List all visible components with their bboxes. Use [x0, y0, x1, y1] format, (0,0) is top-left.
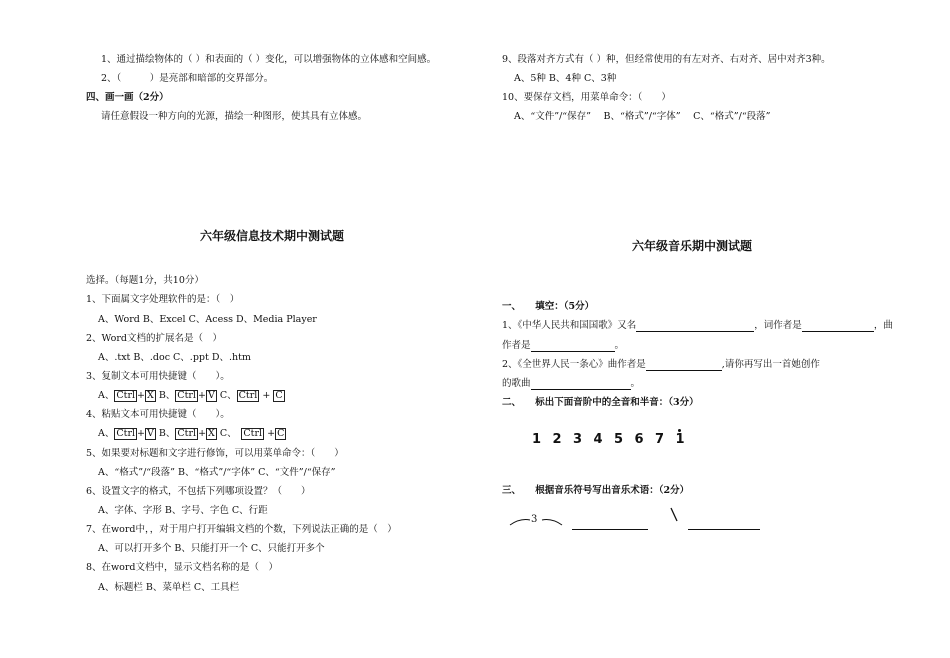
music-q2-text-d: 。 [630, 378, 641, 389]
music-exam-title: 六年级音乐期中测试题 [632, 239, 753, 253]
option-a-label: A、 [98, 428, 115, 439]
music-q1-text-d: 作者是 [502, 340, 531, 351]
it-q8-options: A、标题栏 B、菜单栏 C、工具栏 [98, 582, 240, 593]
plus-sign: + [198, 428, 207, 439]
ctrl-key: Ctrl [116, 428, 136, 439]
it-q3-options [98, 390, 285, 402]
section-4-heading: 四、画一画（2分） [86, 92, 169, 103]
music-q2-text-a: 2、《全世界人民一条心》曲作者是 [502, 359, 646, 370]
c-key: C [277, 428, 285, 439]
blank-line[interactable] [636, 321, 754, 332]
it-q7: 7、在word中，，对于用户打开编辑文档的个数，下列说法正确的是（ ） [86, 524, 397, 535]
option-b-label: B、 [158, 390, 176, 401]
it-q5-options: A、“格式”/“段落” B、“格式”/“字体” C、“文件”/“保存” [98, 467, 336, 478]
scale-notes [532, 432, 696, 447]
triplet-number: 3 [531, 514, 538, 525]
answer-line-1[interactable] [572, 529, 648, 530]
option-c-label: C、 [219, 390, 237, 401]
note-5: 5 [614, 432, 624, 447]
ctrl-key: Ctrl [243, 428, 263, 439]
ctrl-key: Ctrl [116, 390, 136, 401]
x-key: X [147, 390, 154, 401]
music-q1-text-e: 。 [614, 340, 625, 351]
right-q9: 9、段落对齐方式有（ ）种，但经常使用的有左对齐、右对齐、居中对齐3种。 [502, 54, 831, 65]
it-q1-options: A、Word B、Excel C、Acess D、Media Player [98, 314, 317, 325]
note-7: 7 [655, 432, 665, 447]
right-q10: 10、要保存文档，用菜单命令：（ ） [502, 92, 671, 103]
music-q1-text-a: 1、《中华人民共和国国歌》又名 [502, 320, 637, 331]
ctrl-key: Ctrl [238, 390, 258, 401]
it-q2: 2、Word文档的扩展名是（ ） [86, 333, 223, 344]
music-q1-line2 [502, 340, 624, 352]
section-4-text: 请任意假设一种方向的光源，描绘一种图形，使其具有立体感。 [101, 111, 368, 122]
option-a-label: A、 [98, 390, 115, 401]
x-key: X [208, 428, 215, 439]
blank-line[interactable] [531, 341, 615, 352]
c-key: C [275, 390, 283, 401]
note-2: 2 [552, 432, 562, 447]
it-q6: 6、设置文字的格式，不包括下列哪项设置？（ ） [86, 486, 311, 497]
blank-line[interactable] [646, 360, 722, 371]
note-6: 6 [634, 432, 644, 447]
it-q7-options: A、可以打开多个 B、只能打开一个 C、只能打开多个 [98, 543, 325, 554]
ctrl-key: Ctrl [177, 428, 197, 439]
music-q2-line1 [502, 359, 820, 371]
it-q5: 5、如果要对标题和文字进行修饰，可以用菜单命令：（ ） [86, 448, 344, 459]
music-q1-text-b: ，词作者是 [754, 320, 802, 331]
music-section-2: 二、 标出下面音阶中的全音和半音：（3分） [502, 397, 699, 408]
right-q10-options: A、“文件”/“保存” B、“格式”/“字体” C、“格式”/“段落” [514, 111, 771, 122]
v-key: V [207, 390, 215, 401]
music-q2-line2 [502, 378, 640, 390]
it-q2-options: A、.txt B、.doc C、.ppt D、.htm [98, 352, 251, 363]
it-q1: 1、下面属文字处理软件的是：（ ） [86, 294, 240, 305]
option-b-label: B、 [158, 428, 176, 439]
ctrl-key: Ctrl [177, 390, 196, 401]
music-q2-text-b: ,请你再写出一首她创作 [721, 359, 820, 370]
answer-line-2[interactable] [688, 529, 760, 530]
plus-sign: + [197, 390, 206, 401]
it-q3: 3、复制文本可用快捷键（ ）。 [86, 371, 230, 382]
music-section-1: 一、 填空：（5分） [502, 301, 595, 312]
music-section-3: 三、 根据音乐符号写出音乐术语：（2分） [502, 485, 690, 496]
left-q1: 1、通过描绘物体的（ ）和表面的（ ）变化，可以增强物体的立体感和空间感。 [101, 54, 437, 65]
music-q1-line1 [502, 320, 893, 332]
plus-sign: + [137, 390, 146, 401]
it-q4: 4、粘贴文本可用快捷键（ ）。 [86, 409, 230, 420]
music-q1-text-c: ，曲 [873, 320, 893, 331]
accent-stroke-icon [668, 506, 682, 524]
option-c-label: C、 [219, 428, 232, 439]
it-exam-title: 六年级信息技术期中测试题 [200, 229, 345, 243]
it-q4-options [98, 428, 286, 440]
music-q2-text-c: 的歌曲 [502, 378, 531, 389]
plus-sign: + [137, 428, 146, 439]
plus-sign: + [267, 428, 276, 439]
blank-line[interactable] [802, 321, 874, 332]
right-q9-options: A、5种 B、4种 C、3种 [514, 73, 617, 84]
note-1: 1 [532, 432, 542, 447]
left-q2: 2、（ ）是亮部和暗部的交界部分。 [101, 73, 274, 84]
note-4: 4 [593, 432, 603, 447]
blank-line[interactable] [531, 379, 631, 390]
it-intro: 选择。（每题1分，共10分） [86, 275, 204, 286]
v-key: V [147, 428, 154, 439]
it-q6-options: A、字体、字形 B、字号、字色 C、行距 [98, 505, 268, 516]
note-3: 3 [573, 432, 583, 447]
plus-sign: + [262, 390, 271, 401]
it-q8: 8、在word文档中，显示文档名称的是（ ） [86, 562, 279, 573]
note-high-1: 1 [676, 432, 697, 447]
